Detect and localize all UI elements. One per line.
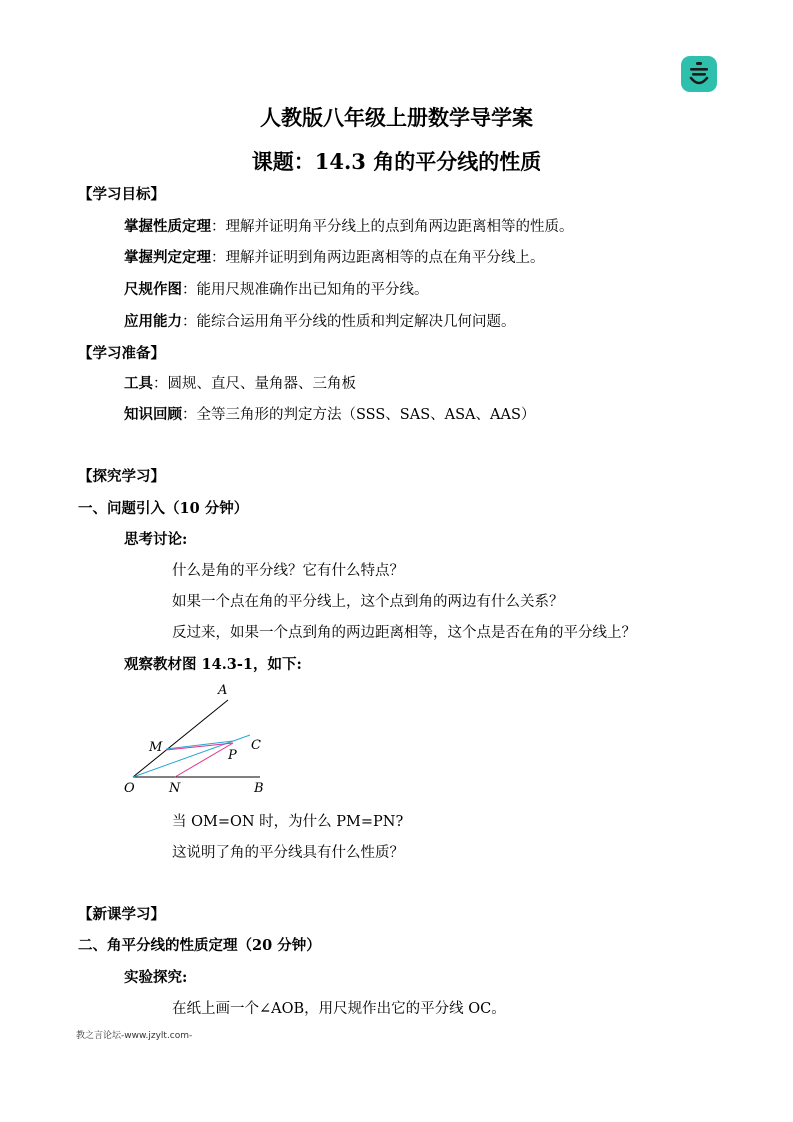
question-3: 反过来，如果一个点到角的两边距离相等，这个点是否在角的平分线上？ — [172, 625, 636, 641]
label-n: N — [169, 781, 181, 796]
after-question-1: 当 OM=ON 时，为什么 PM=PN? — [172, 814, 404, 830]
objective-text: ：理解并证明到角两边距离相等的点在角平分线上。 — [211, 250, 545, 266]
objective-text: ：能用尺规准确作出已知角的平分线。 — [182, 282, 429, 298]
explore-heading: 【探究学习】 — [78, 468, 165, 485]
prep-label: 工具 — [124, 375, 153, 392]
prep-item-1 — [124, 372, 356, 393]
label-p: P — [228, 748, 237, 763]
objective-item-4 — [124, 310, 516, 331]
objectives-heading: 【学习目标】 — [78, 186, 165, 203]
objective-label: 掌握性质定理 — [124, 218, 211, 235]
ray-oa — [133, 700, 228, 777]
label-o: O — [124, 781, 135, 796]
objective-item-1 — [124, 215, 574, 236]
label-c: C — [251, 738, 261, 753]
objective-item-2 — [124, 246, 545, 267]
experiment-label: 实验探究: — [124, 969, 188, 986]
objective-item-3 — [124, 278, 429, 299]
prep-item-2 — [124, 403, 535, 424]
question-1: 什么是角的平分线？它有什么特点？ — [172, 563, 404, 579]
objective-label: 应用能力 — [124, 313, 182, 330]
angle-bisector-figure — [120, 678, 280, 798]
section-2-title: 二、角平分线的性质定理（20 分钟） — [78, 937, 321, 954]
prep-heading: 【学习准备】 — [78, 345, 165, 362]
objective-text: ：理解并证明角平分线上的点到角两边距离相等的性质。 — [211, 219, 574, 235]
section-1-title: 一、问题引入（10 分钟） — [78, 500, 249, 517]
prep-label: 知识回顾 — [124, 406, 182, 423]
logo-icon — [681, 56, 717, 92]
figure-svg — [120, 678, 280, 798]
label-b: B — [254, 781, 264, 796]
prep-text: ：圆规、直尺、量角器、三角板 — [153, 376, 356, 392]
app-logo — [681, 56, 717, 92]
discuss-label: 思考讨论: — [124, 531, 188, 548]
question-2: 如果一个点在角的平分线上，这个点到角的两边有什么关系？ — [172, 594, 564, 610]
footer-text: 教之言论坛-www.jzylt.com- — [76, 1031, 193, 1041]
page-title: 人教版八年级上册数学导学案 — [260, 105, 533, 130]
prep-text: ：全等三角形的判定方法（SSS、SAS、ASA、AAS） — [182, 407, 536, 423]
experiment-text: 在纸上画一个∠AOB，用尺规作出它的平分线 OC。 — [172, 1001, 506, 1017]
objective-label: 掌握判定定理 — [124, 249, 211, 266]
after-question-2: 这说明了角的平分线具有什么性质？ — [172, 845, 404, 861]
newlesson-heading: 【新课学习】 — [78, 906, 165, 923]
label-m: M — [149, 740, 163, 755]
label-a: A — [218, 683, 228, 698]
observe-label: 观察教材图 14.3-1，如下: — [124, 656, 302, 673]
page-subtitle: 课题：14.3 角的平分线的性质 — [251, 149, 542, 174]
objective-label: 尺规作图 — [124, 281, 182, 298]
objective-text: ：能综合运用角平分线的性质和判定解决几何问题。 — [182, 314, 516, 330]
